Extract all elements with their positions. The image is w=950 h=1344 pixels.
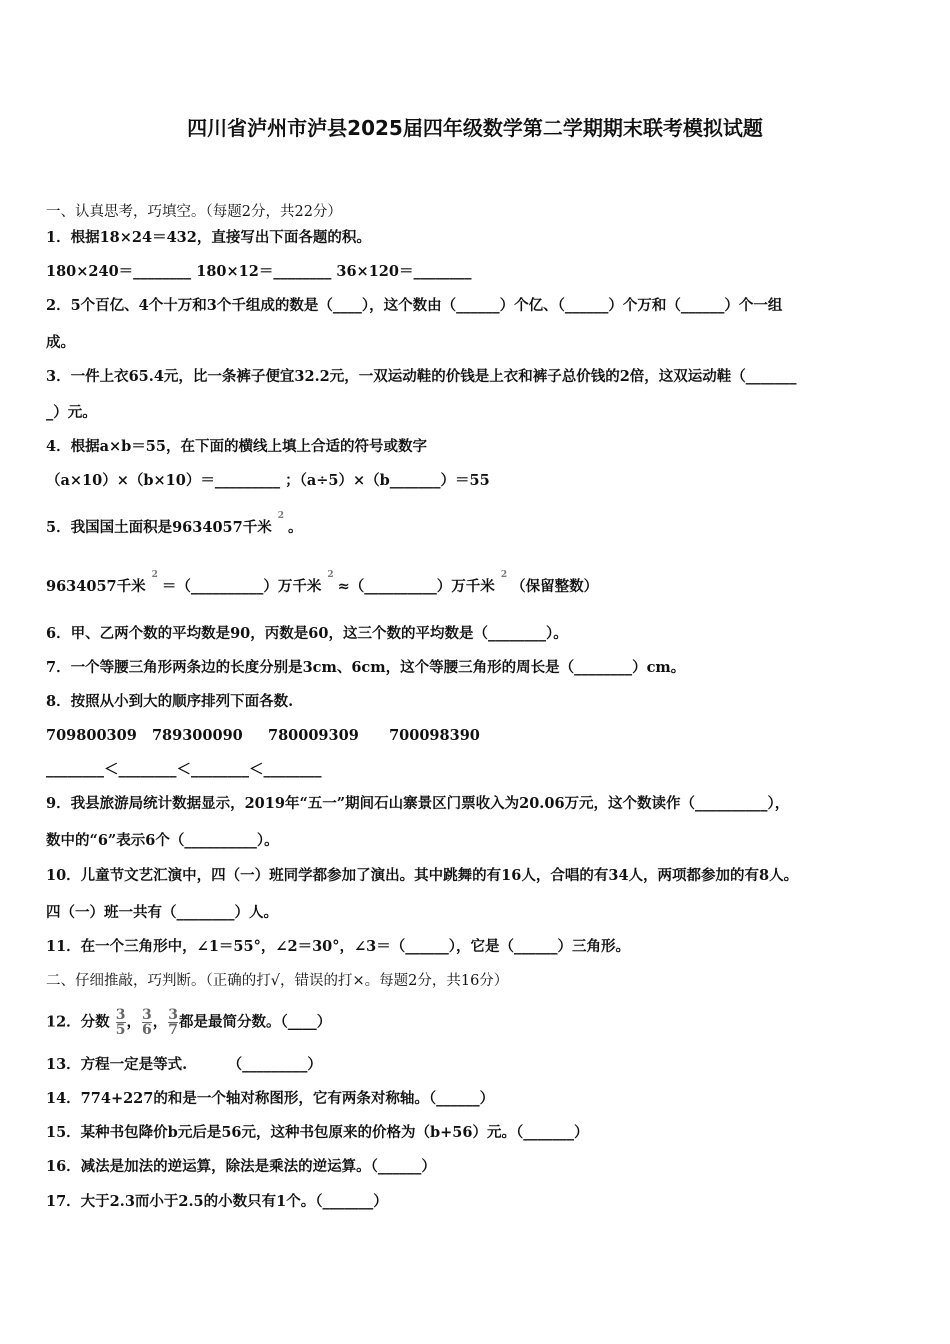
superscript-2: 2 [500,570,508,580]
question-13: 13．方程一定是等式. （_________） [46,1056,322,1073]
denominator: 5 [115,1022,126,1038]
question-12-prefix: 12．分数 [46,1013,110,1031]
question-16: 16．减法是加法的逆运算，除法是乘法的逆运算。（______） [46,1158,436,1175]
superscript-2: 2 [327,570,334,580]
numerator: 3 [168,1007,178,1023]
question-11: 11．在一个三角形中，∠1＝55°，∠2＝30°，∠3＝（______），它是（______）三角形。 [46,938,630,955]
question-8-text: 8．按照从小到大的顺序排列下面各数. [46,693,294,710]
question-2-line1: 2．5个百亿、4个十万和3个千组成的数是（____），这个数由（______）个亿、（______）个万和（______）个一组 [46,297,783,314]
blank-approx: ≈（__________）万千米 [337,578,495,595]
denominator: 6 [142,1022,152,1038]
question-5-text: 5．我国国土面积是9634057千米 [46,519,272,536]
separator: ， [152,1013,168,1031]
area-value: 9634057千米 [46,578,146,595]
section-1-heading: 一、认真思考，巧填空。（每题2分，共22分） [46,204,342,220]
question-12-suffix: 都是最简分数。（____） [179,1013,332,1031]
blank-exact: ＝（__________）万千米 [161,578,322,595]
question-3-line2: _）元。 [46,404,97,421]
question-1-blanks: 180×240＝________ 180×12＝________ 36×120＝________ [46,263,472,280]
numerator: 3 [142,1007,152,1023]
question-14: 14．774+227的和是一个轴对称图形，它有两条对称轴。（______） [46,1090,495,1107]
question-7: 7．一个等腰三角形两条边的长度分别是3cm、6cm，这个等腰三角形的周长是（________）cm。 [46,659,686,676]
question-4-line1: 4．根据a×b＝55，在下面的横线上填上合适的符号或数字 [46,438,427,455]
question-9-line1: 9．我县旅游局统计数据显示，2019年“五一”期间石山寨景区门票收入为20.06万元，这个数读作（__________）， [46,795,790,812]
question-9-line2: 数中的“6”表示6个（__________）。 [46,832,279,849]
superscript-2: 2 [151,570,158,580]
question-15: 15．某种书包降价b元后是56元，这种书包原来的价格为（b+56）元。（_______） [46,1124,589,1141]
question-5-line1 [46,511,916,540]
question-6: 6．甲、乙两个数的平均数是90，丙数是60，这三个数的平均数是（________）。 [46,625,568,642]
fraction-3-7 [168,1008,178,1037]
question-10-line1: 10．儿童节文艺汇演中，四（一）班同学都参加了演出。其中跳舞的有16人，合唱的有34人，两项都参加的有8人。 [46,867,799,884]
separator: ， [126,1013,141,1031]
rounding-note: （保留整数） [511,578,599,595]
question-3-line1: 3．一件上衣65.4元，比一条裤子便宜32.2元，一双运动鞋的价钱是上衣和裤子总价钱的2倍，这双运动鞋（_______ [46,368,797,385]
denominator: 7 [168,1022,178,1038]
question-5-line2 [46,570,916,599]
question-8-order: ________＜________＜________＜________ [46,761,322,778]
question-5-end: 。 [287,519,303,536]
fraction-3-5 [116,1008,126,1037]
question-10-line2: 四（一）班一共有（________）人。 [46,904,278,921]
question-1-text: 1．根据18×24＝432，直接写出下面各题的积。 [46,229,371,246]
section-2-heading: 二、仔细推敲，巧判断。（正确的打√，错误的打×。每题2分，共16分） [46,973,509,989]
superscript-2: 2 [277,511,284,521]
numerator: 3 [115,1007,126,1023]
page-title: 四川省泸州市泸县2025届四年级数学第二学期期末联考模拟试题 [187,116,763,140]
question-2-line2: 成。 [46,334,75,351]
question-8-numbers: 709800309 789300090 780009309 700098390 [46,727,480,744]
question-4-line2: （a×10）×（b×10）＝_________ ；（a÷5）×（b_______）＝55 [46,472,490,489]
fraction-3-6 [142,1008,152,1037]
question-17: 17．大于2.3而小于2.5的小数只有1个。（_______） [46,1193,388,1210]
question-12 [46,1008,916,1037]
